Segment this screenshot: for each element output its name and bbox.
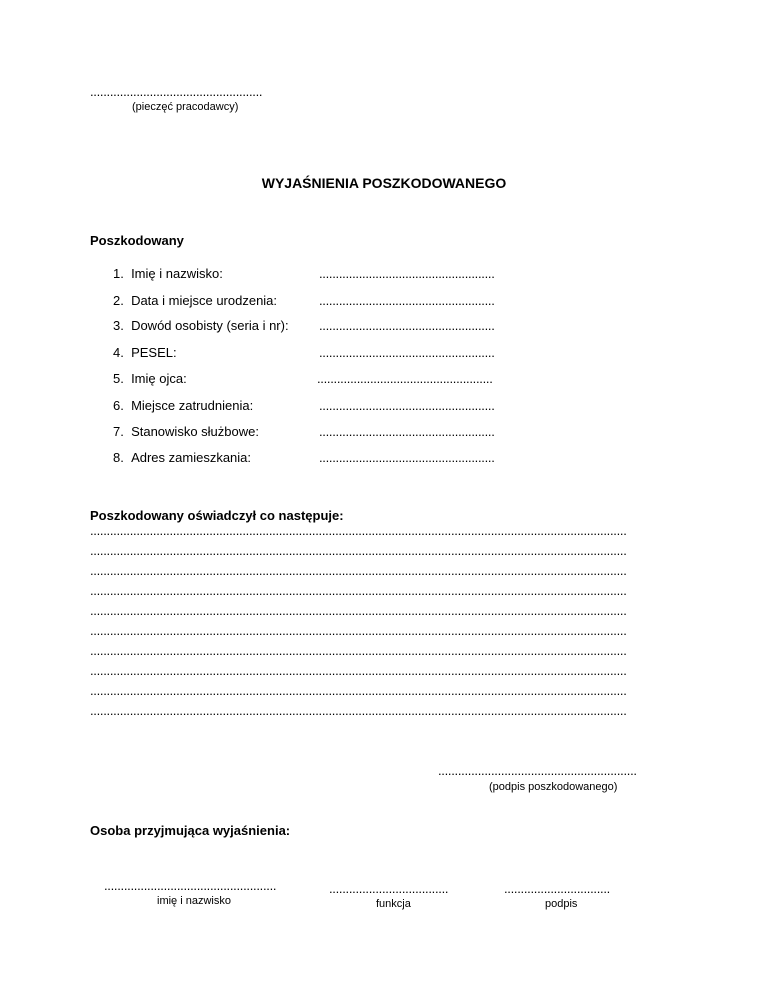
receiver-function-caption: funkcja [376,898,411,910]
statement-line[interactable]: .................................................................................................................................................................. [90,526,627,538]
section-heading-statement: Poszkodowany oświadczył co następuje: [90,508,344,523]
field-input-workplace[interactable]: ..................................................... [319,398,495,413]
field-input-position[interactable]: ..................................................... [319,424,495,439]
field-label-father-name: 5. Imię ojca: [113,371,187,386]
signature-injured-line[interactable]: ............................................................ [438,763,637,778]
field-label-address: 8. Adres zamieszkania: [113,450,252,465]
field-input-address[interactable]: ..................................................... [319,450,495,465]
stamp-line: .................................................... [90,84,263,99]
statement-line[interactable]: .................................................................................................................................................................. [90,686,627,698]
receiver-name-caption: imię i nazwisko [157,895,231,907]
field-label-workplace: 6. Miejsce zatrudnienia: [113,398,254,413]
field-input-pesel[interactable]: ..................................................... [319,345,495,360]
signature-injured-caption: (podpis poszkodowanego) [489,781,618,793]
statement-line[interactable]: .................................................................................................................................................................. [90,666,627,678]
field-input-father-name[interactable]: ..................................................... [317,371,493,386]
field-label-id-card: 3. Dowód osobisty (seria i nr): [113,318,289,333]
field-label-birth: 2. Data i miejsce urodzenia: [113,293,278,308]
statement-line[interactable]: .................................................................................................................................................................. [90,706,627,718]
receiver-name-line[interactable]: .................................................... [104,878,277,893]
section-heading-receiver: Osoba przyjmująca wyjaśnienia: [90,823,291,838]
statement-line[interactable]: .................................................................................................................................................................. [90,606,627,618]
statement-line[interactable]: .................................................................................................................................................................. [90,646,627,658]
section-heading-injured: Poszkodowany [90,233,184,248]
field-label-name: 1. Imię i nazwisko: [113,266,223,281]
receiver-signature-caption: podpis [545,898,578,910]
statement-line[interactable]: .................................................................................................................................................................. [90,546,627,558]
field-input-id-card[interactable]: ..................................................... [319,318,495,333]
receiver-signature-line[interactable]: ................................ [504,881,610,896]
page-title: WYJAŚNIENIA POSZKODOWANEGO [261,175,507,191]
field-label-position: 7. Stanowisko służbowe: [113,424,259,439]
statement-line[interactable]: .................................................................................................................................................................. [90,626,627,638]
receiver-function-line[interactable]: .................................... [329,881,449,896]
field-input-birth[interactable]: ..................................................... [319,293,495,308]
stamp-caption: (pieczęć pracodawcy) [132,101,239,113]
field-input-name[interactable]: ..................................................... [319,266,495,281]
field-label-pesel: 4. PESEL: [113,345,177,360]
statement-line[interactable]: .................................................................................................................................................................. [90,566,627,578]
statement-line[interactable]: .................................................................................................................................................................. [90,586,627,598]
